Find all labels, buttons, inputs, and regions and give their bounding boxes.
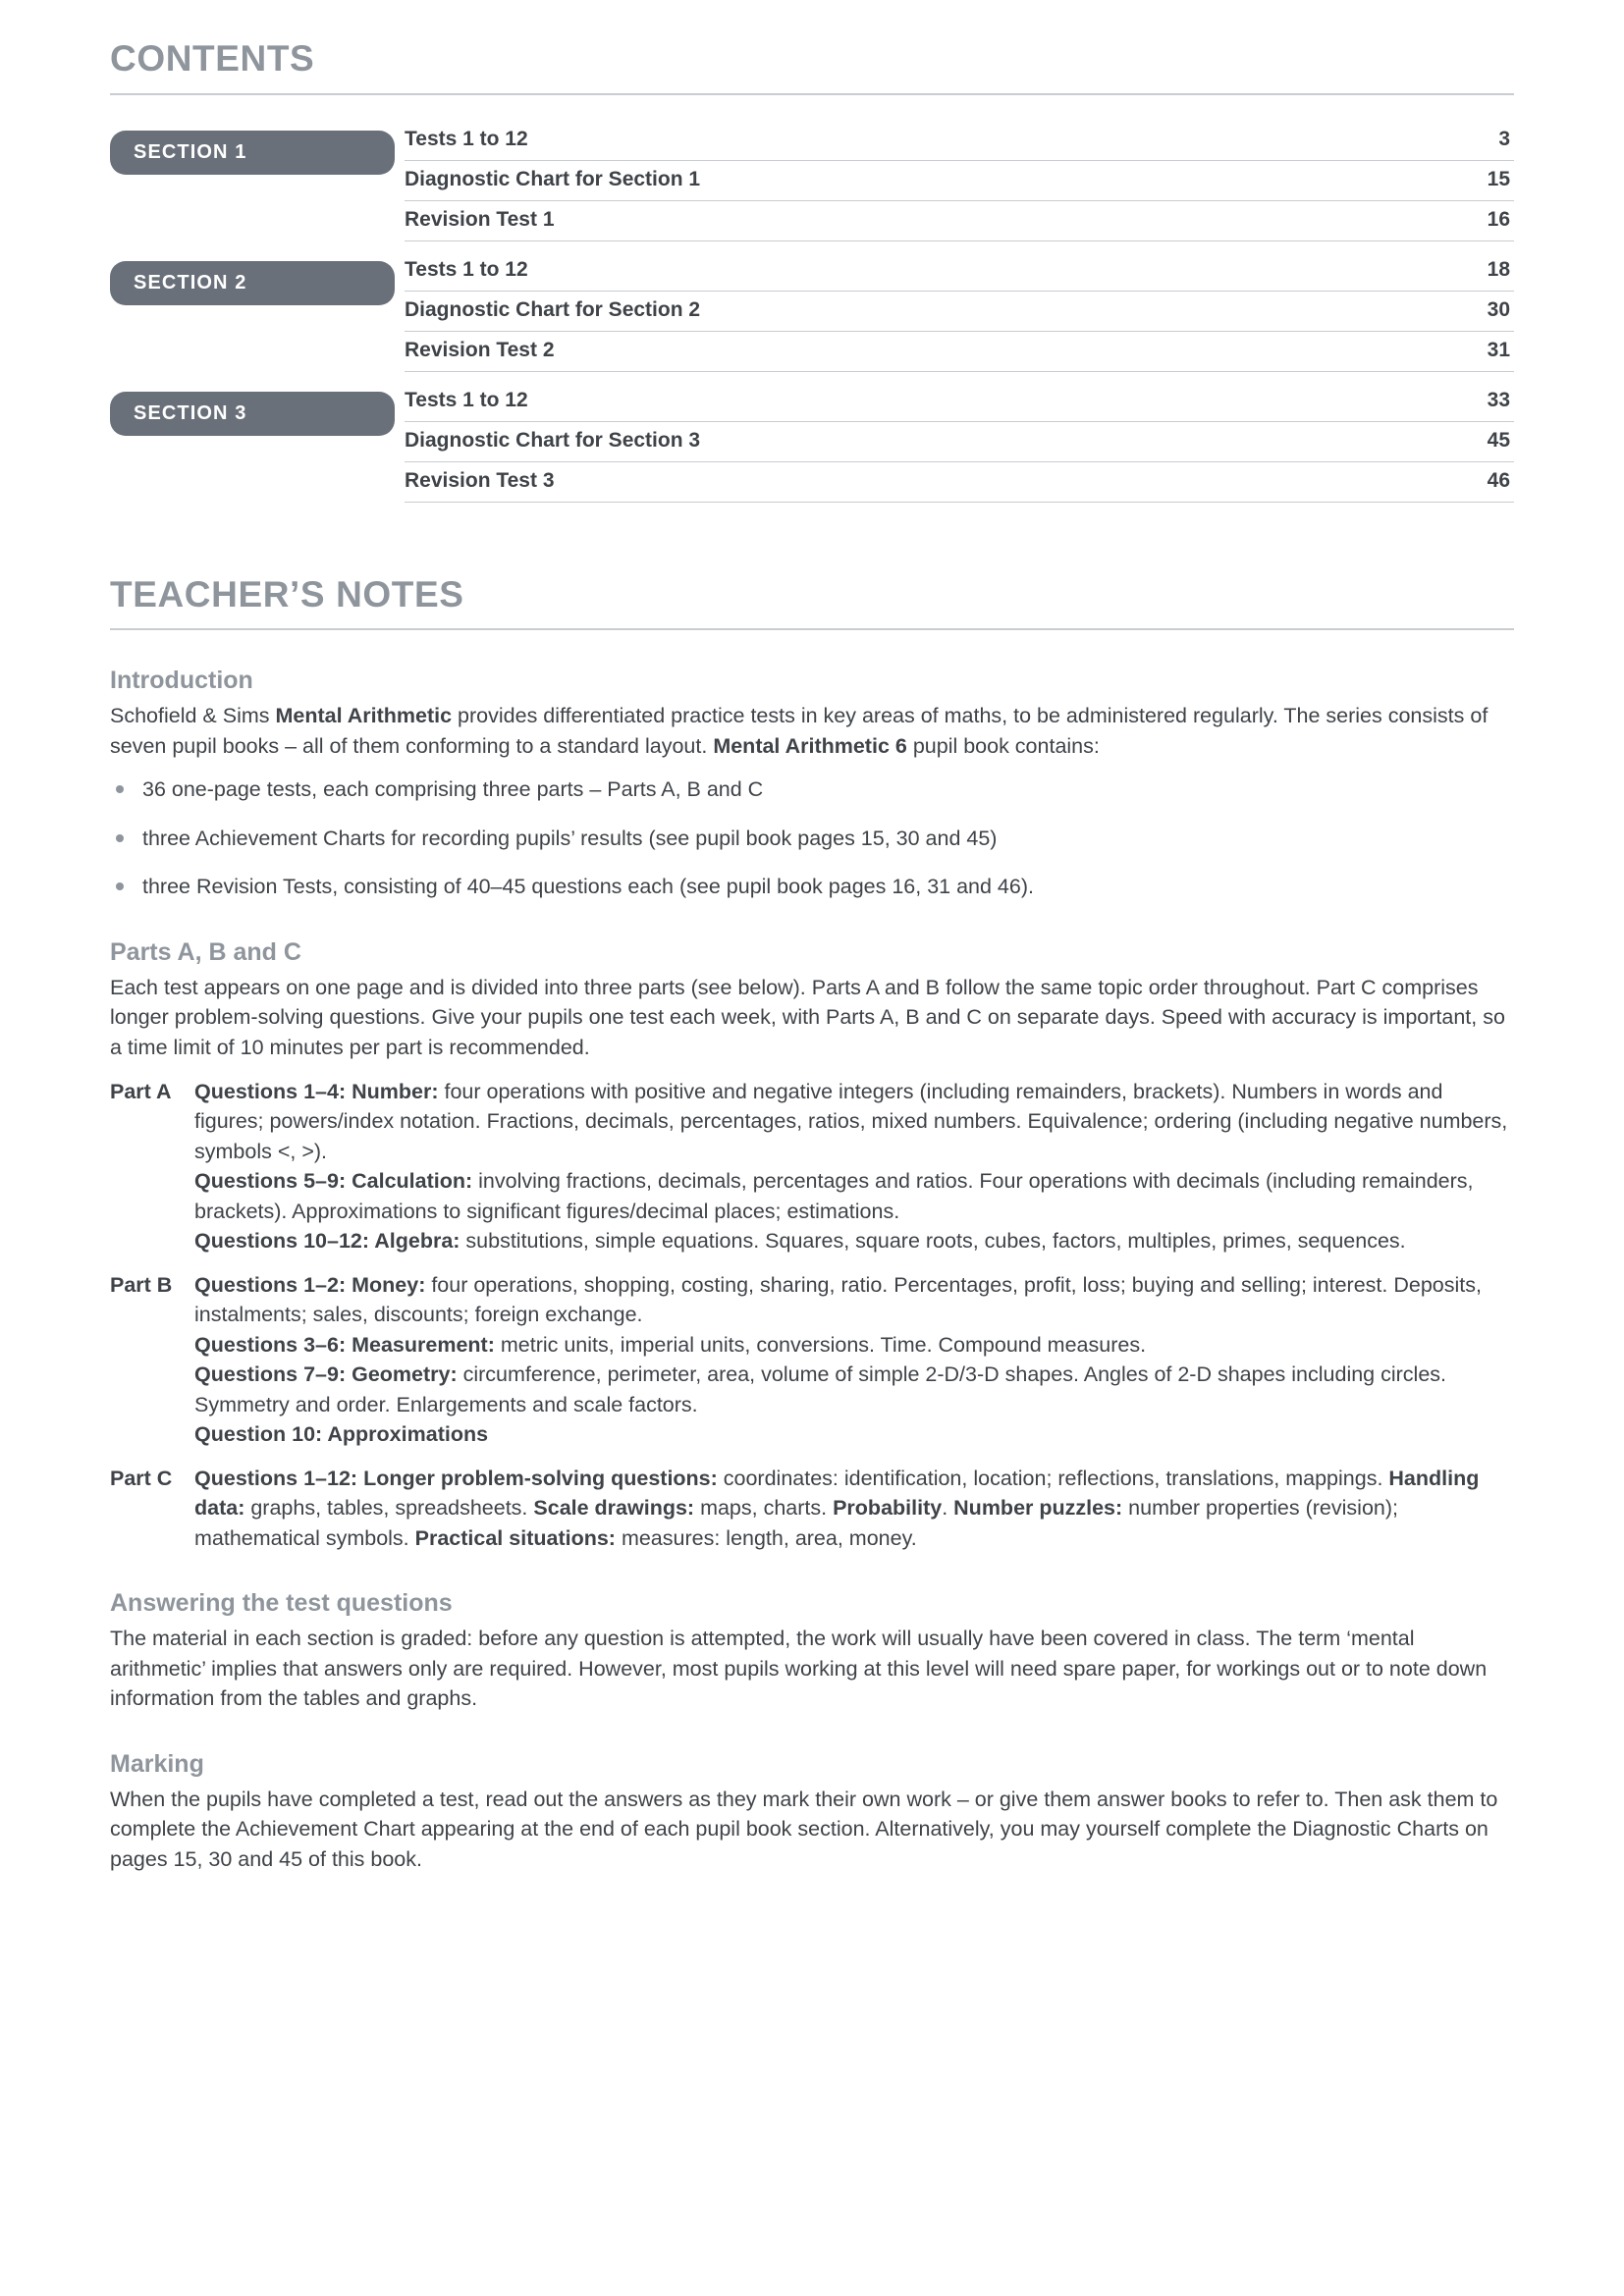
part-b-block	[110, 1270, 1514, 1450]
contents-row-label: Tests 1 to 12	[405, 127, 528, 150]
contents-row-page: 46	[1487, 468, 1510, 492]
teachers-notes-title: TEACHER’S NOTES	[110, 575, 1514, 631]
contents-row-page: 3	[1498, 127, 1510, 150]
contents-row-label: Revision Test 2	[405, 338, 555, 361]
contents-row-label: Tests 1 to 12	[405, 388, 528, 411]
section-badge-1: SECTION 1	[110, 131, 395, 175]
contents-row[interactable]	[405, 251, 1514, 292]
contents-rows	[405, 121, 1514, 241]
contents-row-label: Tests 1 to 12	[405, 257, 528, 281]
section-pill-wrap	[110, 121, 405, 175]
section-pill-wrap	[110, 382, 405, 436]
contents-row-label: Revision Test 1	[405, 207, 555, 231]
contents-row-page: 45	[1487, 428, 1510, 452]
contents-row[interactable]	[405, 422, 1514, 462]
contents-row-page: 16	[1487, 207, 1510, 231]
part-c-block	[110, 1464, 1514, 1554]
marking-heading: Marking	[110, 1749, 204, 1778]
part-a-label: Part A	[110, 1079, 172, 1103]
contents-row-label: Diagnostic Chart for Section 3	[405, 428, 701, 452]
contents-row-label: Revision Test 3	[405, 468, 555, 492]
contents-group	[110, 382, 1514, 503]
contents-table	[110, 121, 1514, 503]
section-badge-2: SECTION 2	[110, 261, 395, 305]
introduction-paragraph: Schofield & Sims Mental Arithmetic provides differentiated practice tests in key areas of maths, to be administered regularly. The series consists of seven pupil books – all of them conforming to a standard layout. Mental Arithmetic 6 pupil book contains:	[110, 704, 1489, 758]
list-item: three Revision Tests, consisting of 40–45 questions each (see pupil book pages 16, 31 and 46).	[110, 872, 1514, 902]
contents-row[interactable]	[405, 382, 1514, 422]
contents-row[interactable]	[405, 462, 1514, 503]
part-c-text: Questions 1–12: Longer problem-solving questions: coordinates: identification, location; reflections, translations, mappings. Handling data: graphs, tables, spreadsheets. Scale drawings: maps, charts. Probability. Number puzzles: number properties (revision); mathematical symbols. Practical situations: measures: length, area, money.	[194, 1466, 1480, 1550]
answering-paragraph: The material in each section is graded: before any question is attempted, the work will usually have been covered in class. The term ‘mental arithmetic’ implies that answers only are required. However, most pupils working at this level will need spare paper, for workings out or to note down information from the tables and graphs.	[110, 1627, 1488, 1711]
list-item: three Achievement Charts for recording pupils’ results (see pupil book pages 15, 30 and 45)	[110, 824, 1514, 854]
contents-row-label: Diagnostic Chart for Section 2	[405, 297, 701, 321]
part-b-text: Questions 1–2: Money: four operations, shopping, costing, sharing, ratio. Percentages, profit, loss; buying and selling; interest. Deposits, instalments; sales, discounts; foreign exchange. Questions 3–6: Measurement: metric units, imperial units, conversions. Time. Compound measures. Questions 7–9: Geometry: circumference, perimeter, area, volume of simple 2-D/3-D shapes. Angles of 2-D shapes including circles. Symmetry and order. Enlargements and scale factors. Question 10: Approximations	[194, 1272, 1482, 1447]
contents-row-page: 30	[1487, 297, 1510, 321]
section-pill-wrap	[110, 251, 405, 305]
part-a-text: Questions 1–4: Number: four operations with positive and negative integers (including remainders, brackets). Numbers in words and figures; powers/index notation. Fractions, decimals, percentages, ratios, mixed numbers. Equivalence; ordering (including negative numbers, symbols <, >). Questions 5–9: Calculation: involving fractions, decimals, percentages and ratios. Four operations with decimals (including remainders, brackets). Approximations to significant figures/decimal places; estimations. Questions 10–12: Algebra: substitutions, simple equations. Squares, square roots, cubes, factors, multiples, primes, sequences.	[194, 1079, 1508, 1254]
contents-row-page: 18	[1487, 257, 1510, 281]
introduction-heading: Introduction	[110, 667, 253, 695]
parts-heading: Parts A, B and C	[110, 937, 301, 966]
contents-row-page: 15	[1487, 167, 1510, 190]
contents-group	[110, 251, 1514, 372]
contents-row[interactable]	[405, 121, 1514, 161]
contents-row-page: 31	[1487, 338, 1510, 361]
part-c-label: Part C	[110, 1466, 173, 1490]
contents-row-page: 33	[1487, 388, 1510, 411]
part-a-block	[110, 1077, 1514, 1256]
teachers-notes-body	[110, 666, 1514, 1874]
part-b-label: Part B	[110, 1272, 173, 1297]
contents-group	[110, 121, 1514, 241]
contents-rows	[405, 382, 1514, 503]
contents-row[interactable]	[405, 332, 1514, 372]
contents-row[interactable]	[405, 201, 1514, 241]
list-item: 36 one-page tests, each comprising three parts – Parts A, B and C	[110, 774, 1514, 805]
contents-row-label: Diagnostic Chart for Section 1	[405, 167, 701, 190]
parts-intro-paragraph: Each test appears on one page and is divided into three parts (see below). Parts A and B follow the same topic order throughout. Part C comprises longer problem-solving questions. Give your pupils one test each week, with Parts A, B and C on separate days. Speed with accuracy is important, so a time limit of 10 minutes per part is recommended.	[110, 975, 1505, 1059]
marking-paragraph: When the pupils have completed a test, read out the answers as they mark their own work – or give them answer books to refer to. Then ask them to complete the Achievement Chart appearing at the end of each pupil book section. Alternatively, you may yourself complete the Diagnostic Charts on pages 15, 30 and 45 of this book.	[110, 1787, 1498, 1871]
contents-row[interactable]	[405, 292, 1514, 332]
section-badge-3: SECTION 3	[110, 392, 395, 436]
contents-row[interactable]	[405, 161, 1514, 201]
contents-rows	[405, 251, 1514, 372]
introduction-bullet-list	[110, 774, 1514, 902]
contents-title: CONTENTS	[110, 39, 1514, 95]
answering-heading: Answering the test questions	[110, 1589, 453, 1618]
